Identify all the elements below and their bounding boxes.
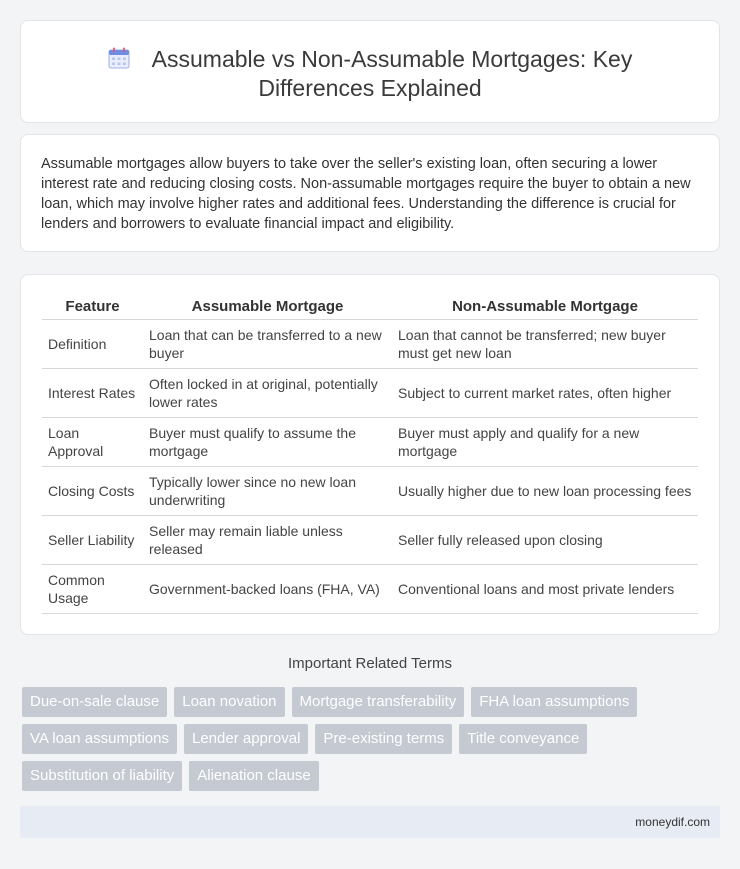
row-assumable: Buyer must qualify to assume the mortgage xyxy=(143,417,392,466)
header-feature: Feature xyxy=(42,295,143,319)
row-non-assumable: Subject to current market rates, often higher xyxy=(392,368,698,417)
row-assumable: Government-backed loans (FHA, VA) xyxy=(143,564,392,613)
term-tag[interactable]: Lender approval xyxy=(184,724,308,754)
row-feature: Common Usage xyxy=(42,564,143,613)
row-feature: Definition xyxy=(42,319,143,368)
table-row xyxy=(42,515,698,564)
table-row xyxy=(42,368,698,417)
comparison-table xyxy=(42,295,698,614)
title-card xyxy=(20,20,720,123)
row-non-assumable: Conventional loans and most private lenders xyxy=(392,564,698,613)
related-terms-title: Important Related Terms xyxy=(288,655,452,672)
footer-site-link[interactable]: moneydif.com xyxy=(635,815,710,829)
term-tag[interactable]: Due-on-sale clause xyxy=(22,687,167,717)
row-non-assumable: Loan that cannot be transferred; new buyer must get new loan xyxy=(392,319,698,368)
title-line-1: Assumable vs Non-Assumable Mortgages: Key xyxy=(151,46,633,72)
header-assumable: Assumable Mortgage xyxy=(143,295,392,319)
row-feature: Loan Approval xyxy=(42,417,143,466)
page-title xyxy=(21,45,719,103)
title-line-2: Differences Explained xyxy=(258,75,482,101)
term-tag[interactable]: Mortgage transferability xyxy=(292,687,465,717)
term-tag[interactable]: Loan novation xyxy=(174,687,284,717)
related-terms-list xyxy=(22,687,722,791)
row-non-assumable: Usually higher due to new loan processing fees xyxy=(392,466,698,515)
table-row xyxy=(42,417,698,466)
term-tag[interactable]: Pre-existing terms xyxy=(315,724,452,754)
row-non-assumable: Seller fully released upon closing xyxy=(392,515,698,564)
term-tag[interactable]: FHA loan assumptions xyxy=(471,687,637,717)
term-tag[interactable]: Title conveyance xyxy=(459,724,587,754)
header-non-assumable: Non-Assumable Mortgage xyxy=(392,295,698,319)
intro-card xyxy=(20,134,720,252)
table-row xyxy=(42,319,698,368)
table-row xyxy=(42,466,698,515)
row-assumable: Typically lower since no new loan underwriting xyxy=(143,466,392,515)
term-tag[interactable]: Substitution of liability xyxy=(22,761,182,791)
row-non-assumable: Buyer must apply and qualify for a new mortgage xyxy=(392,417,698,466)
row-feature: Seller Liability xyxy=(42,515,143,564)
term-tag[interactable]: VA loan assumptions xyxy=(22,724,177,754)
comparison-card xyxy=(20,274,720,635)
row-assumable: Loan that can be transferred to a new buyer xyxy=(143,319,392,368)
table-header-row xyxy=(42,295,698,319)
row-assumable: Seller may remain liable unless released xyxy=(143,515,392,564)
calendar-icon xyxy=(108,47,130,69)
intro-paragraph: Assumable mortgages allow buyers to take over the seller's existing loan, often securing a lower interest rate and reducing closing costs. Non-assumable mortgages require the buyer to obtain a new loan, which may involve higher rates and additional fees. Understanding the difference is crucial for lenders and borrowers to evaluate financial impact and eligibility. xyxy=(41,156,691,232)
table-row xyxy=(42,564,698,613)
row-feature: Interest Rates xyxy=(42,368,143,417)
row-feature: Closing Costs xyxy=(42,466,143,515)
footer-bar xyxy=(20,806,720,838)
term-tag[interactable]: Alienation clause xyxy=(189,761,318,791)
row-assumable: Often locked in at original, potentially lower rates xyxy=(143,368,392,417)
